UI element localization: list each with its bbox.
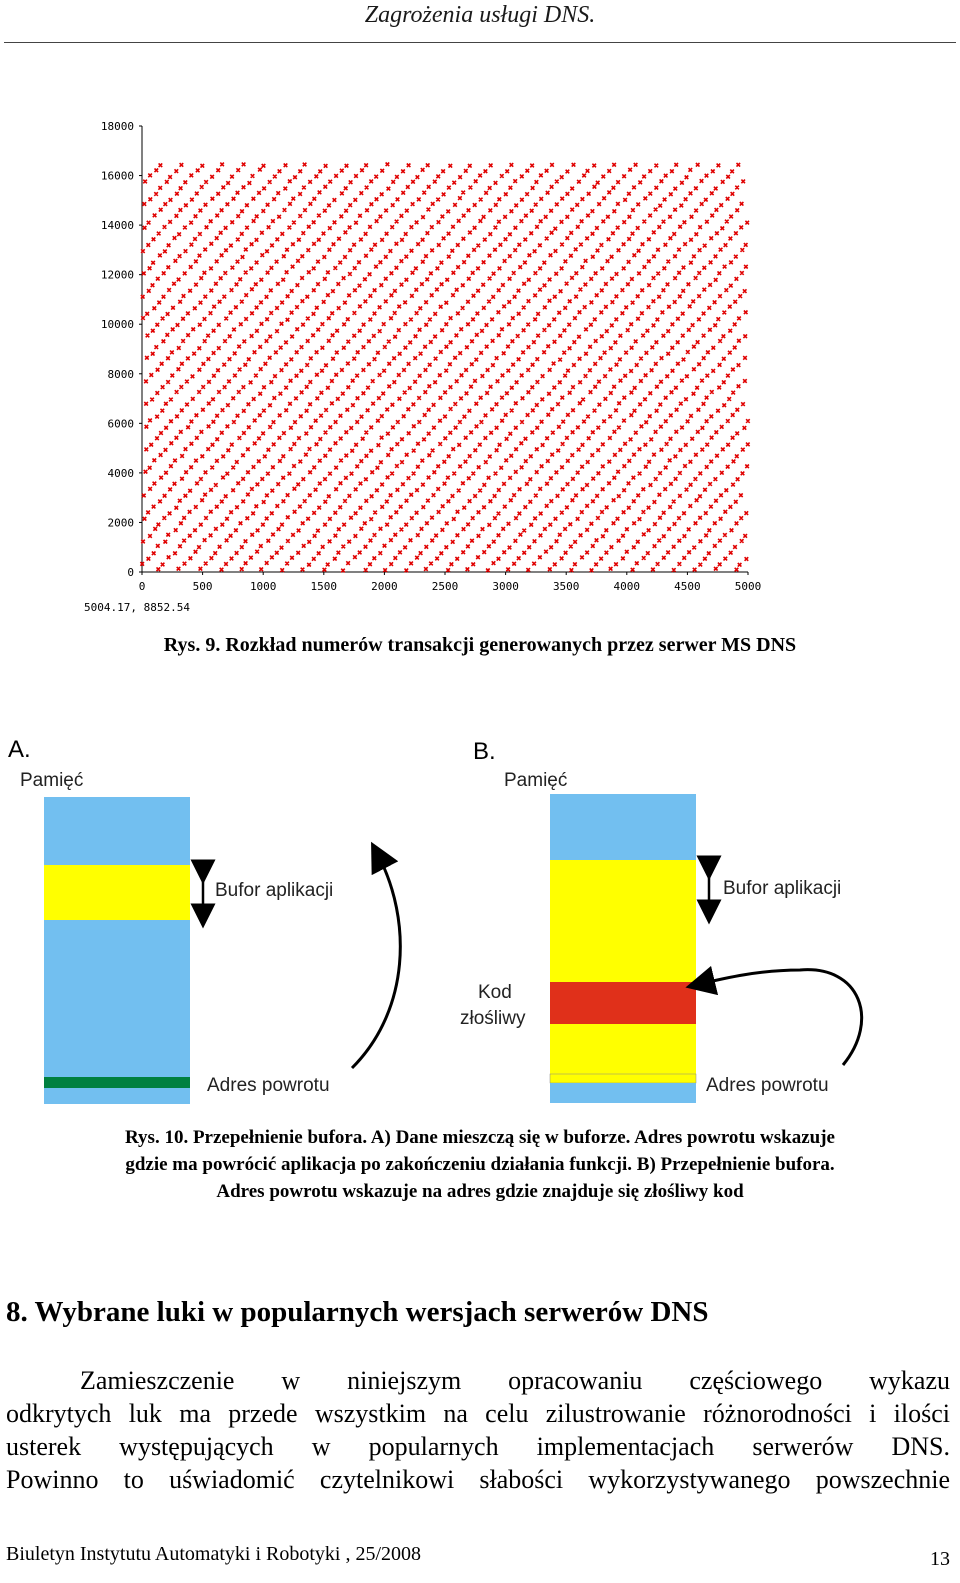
page-number: 13 — [930, 1548, 950, 1570]
y-tick-label: 6000 — [107, 417, 134, 431]
body-line: Zamieszczenie w niniejszym opracowaniu częściowego wykazu — [80, 1366, 950, 1395]
x-tick-label: 4000 — [613, 580, 641, 593]
panel-b-buffer-label: Bufor aplikacji — [723, 878, 842, 899]
y-tick-label: 14000 — [100, 219, 134, 233]
y-tick-label: 12000 — [100, 268, 134, 282]
chart-points — [140, 163, 749, 573]
y-tick-label: 10000 — [100, 318, 134, 332]
figure-10-caption-line: Rys. 10. Przepełnienie bufora. A) Dane mieszczą się w buforze. Adres powrotu wskazuje — [125, 1127, 835, 1148]
panel-a-stack-mid — [44, 920, 190, 1077]
x-tick-label: 3500 — [552, 580, 580, 593]
x-tick-label: 5000 — [734, 580, 762, 593]
body-line: odkrytych luk ma przede wszystkim na celu zilustrowanie różnorodności i ilości — [6, 1399, 950, 1428]
y-tick-label: 0 — [127, 566, 134, 579]
panel-a-buffer — [44, 865, 190, 920]
panel-b-return-label: Adres powrotu — [706, 1075, 829, 1096]
x-tick-label: 1000 — [249, 580, 277, 593]
panel-b-overflow — [550, 1024, 696, 1074]
y-tick-label: 16000 — [100, 169, 134, 183]
figure-10-caption — [0, 1124, 960, 1205]
header-rule — [4, 42, 956, 43]
panel-b-malicious-label-2: złośliwy — [460, 1008, 526, 1029]
panel-a-stack-bottom — [44, 1088, 190, 1104]
running-title: Zagrożenia usługi DNS. — [364, 2, 596, 28]
y-tick-label: 8000 — [107, 367, 134, 381]
scatter-point-series — [140, 163, 749, 573]
cursor-coordinate-readout: 5004.17, 8852.54 — [84, 601, 190, 614]
section-body — [6, 1364, 950, 1496]
panel-a-memory-label: Pamięć — [20, 770, 84, 791]
page-header — [0, 0, 960, 44]
panel-b-letter: B. — [473, 738, 496, 765]
panel-a-return-address — [44, 1077, 190, 1088]
buffer-overflow-diagram — [0, 720, 960, 1120]
y-tick-label: 4000 — [107, 466, 134, 480]
panel-a-return-arrow — [352, 855, 400, 1068]
panel-b-stack-bottom — [550, 1083, 696, 1103]
x-tick-label: 2000 — [371, 580, 398, 593]
y-tick-label: 18000 — [100, 120, 134, 133]
panel-a-buffer-label: Bufor aplikacji — [215, 880, 334, 901]
panel-b-overwritten-return — [550, 1074, 696, 1083]
transaction-id-scatter-chart — [80, 110, 800, 630]
panel-b-malicious-code — [550, 982, 696, 1024]
panel-a-memory-stack — [44, 797, 190, 1104]
x-tick-label: 0 — [138, 580, 146, 593]
y-tick-label: 2000 — [107, 516, 134, 530]
panel-b-memory-stack — [550, 794, 696, 1103]
journal-footer: Biuletyn Instytutu Automatyki i Robotyki , 25/2008 — [6, 1543, 422, 1565]
panel-a-return-label: Adres powrotu — [207, 1075, 330, 1096]
panel-a-letter: A. — [8, 736, 31, 763]
panel-b-return-arrow — [700, 970, 862, 1065]
x-tick-label: 2500 — [431, 580, 459, 593]
panel-b-stack-top — [550, 794, 696, 860]
section-heading: 8. Wybrane luki w popularnych wersjach serwerów DNS — [6, 1296, 709, 1328]
panel-a-stack-top — [44, 797, 190, 865]
panel-b-buffer — [550, 860, 696, 982]
body-line: Powinno to uświadomić czytelnikowi słabości wykorzystywanego powszechnie — [6, 1465, 950, 1494]
x-tick-label: 500 — [192, 580, 213, 593]
panel-b-memory-label: Pamięć — [504, 770, 568, 791]
body-line: usterek występujących w popularnych implementacjach serwerów DNS. — [6, 1432, 950, 1461]
panel-b-malicious-label-1: Kod — [478, 982, 512, 1003]
x-tick-label: 4500 — [674, 580, 701, 593]
figure-10-caption-line: Adres powrotu wskazuje na adres gdzie znajduje się złośliwy kod — [216, 1181, 744, 1202]
x-tick-label: 3000 — [492, 580, 519, 593]
figure-10-caption-line: gdzie ma powrócić aplikacja po zakończeniu działania funkcji. B) Przepełnienie bufora. — [125, 1154, 835, 1175]
figure-9-caption: Rys. 9. Rozkład numerów transakcji generowanych przez serwer MS DNS — [163, 634, 797, 656]
x-tick-label: 1500 — [310, 580, 338, 593]
